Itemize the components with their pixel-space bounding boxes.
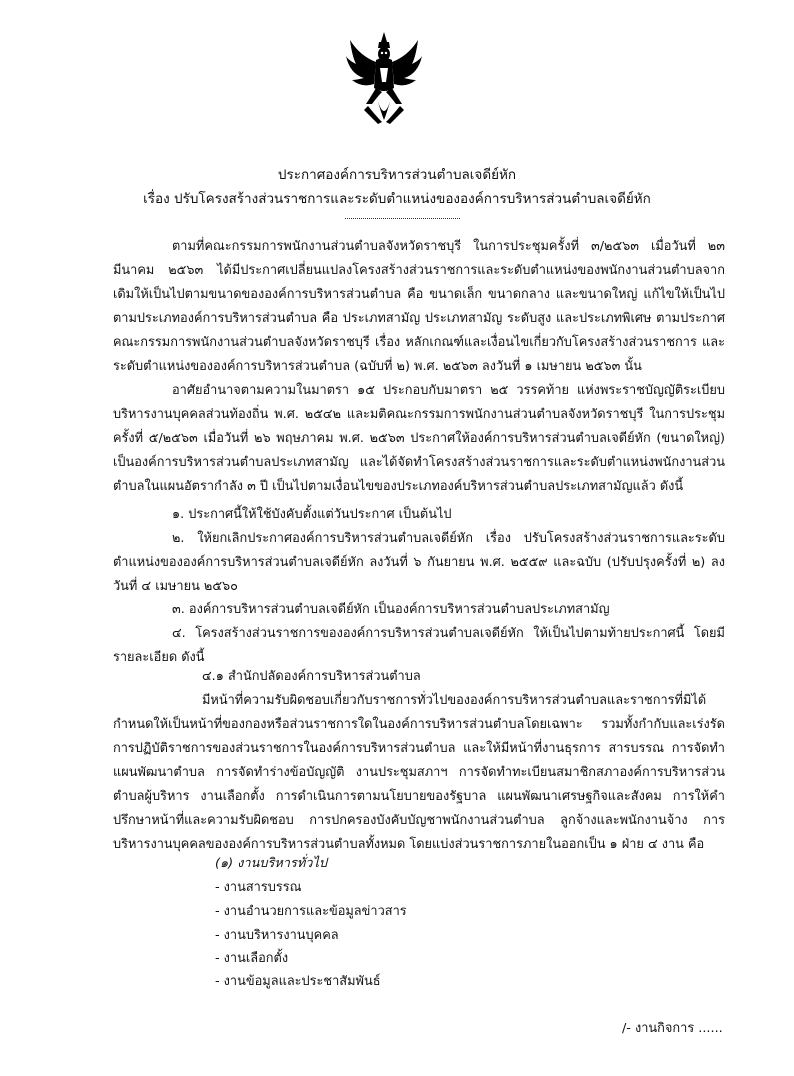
task-item: - งานอำนวยการและข้อมูลข่าวสาร (215, 904, 407, 919)
announcement-subject: เรื่อง ปรับโครงสร้างส่วนราชการและระดับตำแหน่งขององค์การบริหารส่วนตำบลเจดีย์หัก (143, 191, 651, 207)
task-item: - งานบริหารงานบุคคล (215, 928, 339, 943)
garuda-emblem-icon (346, 30, 422, 130)
paragraph-background: ตามที่คณะกรรมการพนักงานส่วนตำบลจังหวัดราชบุรี ในการประชุมครั้งที่ ๓/๒๕๖๓ เมื่อวันที่ ๒๓ มีนาคม ๒๕๖๓ ได้มีประกาศเปลี่ยนแปลงโครงสร้างส่วนราชการและระดับตำแหน่งของพนักงานส่วนตำบลจากเดิมให้เป็นไปตามขนาดขององค์การบริหารส่วนตำบล คือ ขนาดเล็ก ขนาดกลาง และขนาดใหญ่ แก้ไขให้เป็นไปตามประเภทองค์การบริหารส่วนตำบล คือ ประเภทสามัญ ประเภทสามัญ ระดับสูง และประเภทพิเศษ ตามประกาศคณะกรรมการพนักงานส่วนตำบลจังหวัดราชบุรี เรื่อง หลักเกณฑ์และเงื่อนไขเกี่ยวกับโครงสร้างส่วนราชการ และระดับตำแหน่งขององค์การบริหารส่วนตำบล (ฉบับที่ ๒) พ.ศ. ๒๕๖๓ ลงวันที่ ๑ เมษายน ๒๕๖๓ นั้น (113, 239, 725, 374)
subsection-title: (๑) งานบริหารทั่วไป (215, 856, 328, 871)
item-3: ๓. องค์การบริหารส่วนตำบลเจดีย์หัก เป็นองค์การบริหารส่วนตำบลประเภทสามัญ (172, 602, 610, 617)
item-4: ๔. โครงสร้างส่วนราชการขององค์การบริหารส่วนตำบลเจดีย์หัก ให้เป็นไปตามท้ายประกาศนี้ โดยมีรายละเอียด ดังนี้ (113, 626, 725, 665)
task-item: - งานสารบรรณ (215, 880, 302, 895)
item-1: ๑. ประกาศนี้ให้ใช้บังคับตั้งแต่วันประกาศ เป็นต้นไป (172, 507, 452, 522)
item-2: ๒. ให้ยกเลิกประกาศองค์การบริหารส่วนตำบลเจดีย์หัก เรื่อง ปรับโครงสร้างส่วนราชการและระดับตำแหน่งขององค์การบริหารส่วนตำบลเจดีย์หัก ลงวันที่ ๖ กันยายน พ.ศ. ๒๕๕๙ และฉบับ (ปรับปรุงครั้งที่ ๒) ลงวันที่ ๔ เมษายน ๒๕๖๐ (113, 531, 725, 594)
task-item: - งานข้อมูลและประชาสัมพันธ์ (215, 974, 381, 989)
title-divider (345, 218, 460, 219)
task-item: - งานเลือกตั้ง (215, 951, 289, 966)
section-4-1-body: มีหน้าที่ความรับผิดชอบเกี่ยวกับราชการทั่วไปขององค์การบริหารส่วนตำบลและราชการที่มิได้กำหนดให้เป็นหน้าที่ของกองหรือส่วนราชการใดในองค์การบริหารส่วนตำบลโดยเฉพาะ รวมทั้งกำกับและเร่งรัดการปฏิบัติราชการของส่วนราชการในองค์การบริหารส่วนตำบล และให้มีหน้าที่งานธุรการ สารบรรณ การจัดทำแผนพัฒนาตำบล การจัดทำร่างข้อบัญญัติ งานประชุมสภาฯ การจัดทำทะเบียนสมาชิกสภาองค์การบริหารส่วนตำบลผู้บริหาร งานเลือกตั้ง การดำเนินการตามนโยบายของรัฐบาล แผนพัฒนาเศรษฐกิจและสังคม การให้คำปรึกษาหน้าที่และความรับผิดชอบ การปกครองบังคับบัญชาพนักงานส่วนตำบล ลูกจ้างและพนักงานจ้าง การบริหารงานบุคคลขององค์การบริหารส่วนตำบลทั้งหมด โดยแบ่งส่วนราชการภายในออกเป็น ๑ ฝ่าย ๔ งาน คือ (113, 693, 725, 852)
section-4-1-title: ๔.๑ สำนักปลัดองค์การบริหารส่วนตำบล (202, 669, 421, 684)
paragraph-authority: อาศัยอำนาจตามความในมาตรา ๑๕ ประกอบกับมาตรา ๒๕ วรรคท้าย แห่งพระราชบัญญัติระเบียบบริหารงานบุคคลส่วนท้องถิ่น พ.ศ. ๒๕๔๒ และมติคณะกรรมการพนักงานส่วนตำบลจังหวัดราชบุรี ในการประชุมครั้งที่ ๕/๒๕๖๓ เมื่อวันที่ ๒๖ พฤษภาคม พ.ศ. ๒๕๖๓ ประกาศให้องค์การบริหารส่วนตำบลเจดีย์หัก (ขนาดใหญ่) เป็นองค์การบริหารส่วนตำบลประเภทสามัญ และได้จัดทำโครงสร้างส่วนราชการและระดับตำแหน่งพนักงานส่วนตำบลในแผนอัตรากำลัง ๓ ปี เป็นไปตามเงื่อนไขของประเภทองค์บริหารส่วนตำบลประเภทสามัญแล้ว ดังนี้ (113, 383, 725, 494)
page-continuation: /- งานกิจการ ...... (622, 1021, 723, 1036)
announcement-title: ประกาศองค์การบริหารส่วนตำบลเจดีย์หัก (277, 167, 517, 183)
